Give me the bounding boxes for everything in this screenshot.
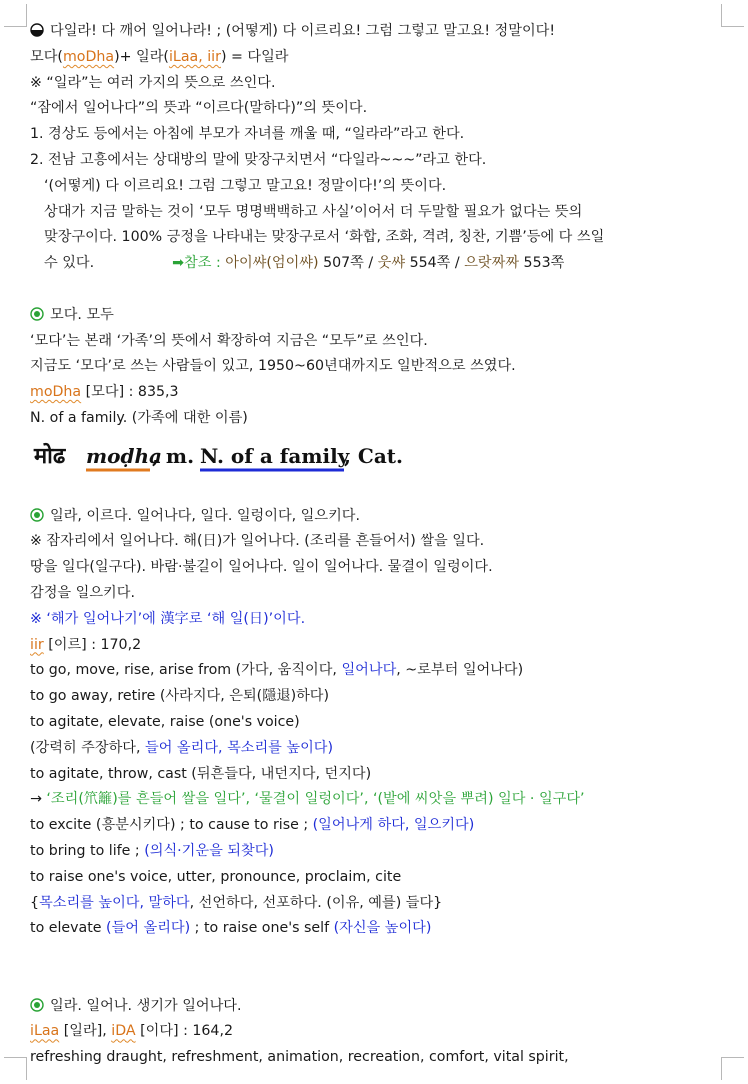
transliterated-headword: moḍha — [86, 443, 162, 468]
spacer — [30, 968, 730, 994]
text-line: 맞장구이다. 100% 긍정을 나타내는 맞장구로서 ‘화합, 조화, 격려, 칭찬, 기쁨’등에 다 쓰일 — [44, 229, 605, 246]
target-bullet-icon — [30, 998, 44, 1012]
target-bullet-icon — [30, 508, 44, 522]
text-line: 상대가 지금 말하는 것이 ‘모두 명명백백하고 사실’이어서 더 두말할 필요가 없다는 뜻의 — [44, 203, 583, 220]
scan-definition: N. of a family — [200, 443, 350, 468]
spacer — [30, 478, 730, 504]
text-line: ‘(어떻게) 다 이르리요! 그럼 그렇고 말고요! 정말이다!’의 뜻이다. — [44, 177, 447, 194]
page-corner-mark — [4, 1057, 27, 1080]
definition-line: (강력히 주장하다, 들어 올리다, 목소리를 높이다) — [30, 739, 334, 756]
reference-arrow-label: ➡참조 : — [172, 255, 226, 272]
text-line: “잠에서 일어나다”의 뜻과 “이르다(말하다)”의 뜻이다. — [30, 100, 368, 117]
half-moon-bullet-icon — [30, 23, 44, 37]
text-line: 지금도 ‘모다’로 쓰는 사람들이 있고, 1950~60년대까지도 일반적으로 쓰였다. — [30, 358, 516, 375]
scan-source: , Cat. — [344, 443, 404, 468]
definition-line: to go away, retire (사라지다, 은퇴(隱退)하다) — [30, 688, 330, 705]
spacer — [30, 277, 730, 303]
section4-heading: 일라. 일어나. 생기가 일어나다. — [30, 994, 730, 1020]
section3-heading: 일라, 이르다. 일어나다, 일다. 일렁이다, 일으키다. — [30, 504, 730, 530]
definition-line: to agitate, elevate, raise (one's voice) — [30, 713, 300, 730]
devanagari-headword: मोढ — [34, 442, 66, 469]
definition-line: to bring to life ; (의식·기운을 되찾다) — [30, 842, 274, 859]
text-line: 땅을 일다(일구다). 바람·불길이 일어나다. 일이 일어나다. 물결이 일렁이다. — [30, 559, 493, 576]
section2-heading: 모다. 모두 — [30, 303, 730, 329]
dictionary-entry: iir [이르] : 170,2 — [30, 636, 142, 653]
gender-label: , m. — [152, 443, 195, 468]
text-line: 감정을 일으키다. — [30, 584, 135, 601]
page-corner-mark — [4, 4, 27, 27]
dictionary-entry: iLaa [일라], iDA [이다] : 164,2 — [30, 1023, 233, 1040]
reference-line: 수 있다. ➡참조 : 아이쌰(엄이쌰) 507쪽 / 웃쌰 554쪽 / 으랏짜짜 553쪽 — [44, 255, 565, 272]
etymology-line: 모다(moDha)+ 일라(iLaa, iir) = 다일라 — [30, 48, 289, 65]
dictionary-entry: moDha [모다] : 835,3 — [30, 384, 179, 401]
definition-line: to raise one's voice, utter, pronounce, proclaim, cite — [30, 868, 402, 885]
definition-line: to elevate (들어 올리다) ; to raise one's self (자신을 높이다) — [30, 920, 432, 937]
section1-heading: 다일라! 다 깨어 일어나라! ; (어떻게) 다 이르리요! 그럼 그렇고 말고요! 정말이다! — [30, 19, 730, 45]
document-body — [30, 19, 730, 1071]
definition-line: to agitate, throw, cast (뒤흔들다, 내던지다, 던지다) — [30, 765, 372, 782]
note-line: ※ 잠자리에서 일어나다. 해(日)가 일어나다. (조리를 흔들어서) 쌀을 일다. — [30, 533, 485, 550]
note-line: ※ ‘해가 일어나기’에 漢字로 ‘해 일(日)’이다. — [30, 610, 306, 627]
text-line: ‘모다’는 본래 ‘가족’의 뜻에서 확장하여 지금은 “모두”로 쓰인다. — [30, 332, 428, 349]
definition-line: → ‘조리(笊籬)를 흔들어 쌀을 일다’, ‘물결이 일렁이다’, ‘(밭에 씨앗을 뿌려) 일다 · 일구다’ — [30, 791, 585, 808]
definition-line: {목소리를 높이다, 말하다, 선언하다, 선포하다. (이유, 예를) 들다} — [30, 894, 443, 911]
spacer — [30, 942, 730, 968]
target-bullet-icon — [30, 307, 44, 321]
definition-line: to go, move, rise, arise from (가다, 움직이다, 일어나다, ~로부터 일어나다) — [30, 662, 524, 679]
note-line: ※ “일라”는 여러 가지의 뜻으로 쓰인다. — [30, 74, 276, 91]
reference-link[interactable]: 웃쌰 — [377, 255, 406, 272]
definition-line: N. of a family. (가족에 대한 이름) — [30, 409, 248, 426]
reference-link[interactable]: 아이쌰(엄이쌰) — [225, 255, 319, 272]
definition-line: refreshing draught, refreshment, animation, recreation, comfort, vital spirit, — [30, 1049, 569, 1066]
reference-link[interactable]: 으랏짜짜 — [464, 255, 520, 272]
list-item: 2. 전남 고흥에서는 상대방의 말에 맞장구치면서 “다일라~~~”라고 한다. — [30, 151, 487, 168]
definition-line: to excite (흥분시키다) ; to cause to rise ; (일어나게 하다, 일으키다) — [30, 817, 475, 834]
dictionary-scan-image — [30, 432, 730, 478]
list-item: 1. 경상도 등에서는 아침에 부모가 자녀를 깨울 때, “일라라”라고 한다. — [30, 126, 465, 143]
